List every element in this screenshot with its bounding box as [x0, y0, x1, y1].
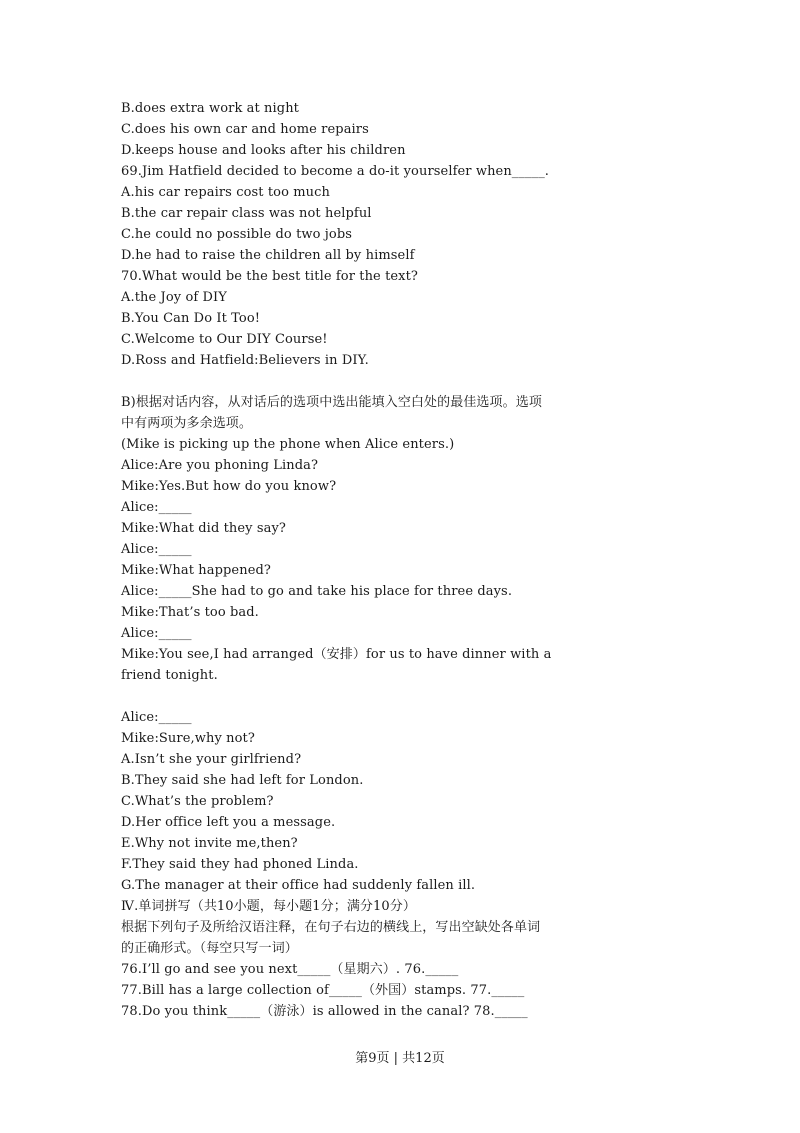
spacer [121, 686, 591, 707]
dialogue-line: friend tonight. [121, 668, 218, 683]
dialogue-line: Alice:_____ [121, 542, 192, 557]
dialogue-line: (Mike is picking up the phone when Alice enters.) [121, 437, 455, 452]
option-line: C.What’s the problem? [121, 794, 274, 809]
dialogue-line: Alice:_____ [121, 500, 192, 515]
document-body [121, 98, 591, 1022]
dialogue-line: Mike:What happened? [121, 563, 271, 578]
option-line: B.They said she had left for London. [121, 773, 364, 788]
option-line: A.Isn’t she your girlfriend? [121, 752, 302, 767]
section-iv-heading: Ⅳ.单词拼写（共10小题，每小题1分；满分10分） [121, 899, 416, 914]
dialogue-line: Alice:Are you phoning Linda? [121, 458, 319, 473]
question-69-stem: 69.Jim Hatfield decided to become a do-it yourselfer when_____. [121, 164, 550, 179]
dialogue-line: Mike:Sure,why not? [121, 731, 255, 746]
option-line: C.does his own car and home repairs [121, 122, 369, 137]
option-line: F.They said they had phoned Linda. [121, 857, 359, 872]
option-line: D.he had to raise the children all by himself [121, 248, 415, 263]
section-b-instruction: B)根据对话内容，从对话后的选项中选出能填入空白处的最佳选项。选项 [121, 395, 542, 410]
spelling-item: 77.Bill has a large collection of_____（外国）stamps. 77._____ [121, 983, 525, 998]
dialogue-line: Mike:What did they say? [121, 521, 286, 536]
question-70-stem: 70.What would be the best title for the text? [121, 269, 419, 284]
spelling-item: 78.Do you think_____（游泳）is allowed in the canal? 78._____ [121, 1004, 528, 1019]
section-iv-instruction: 根据下列句子及所给汉语注释，在句子右边的横线上，写出空缺处各单词 [121, 920, 541, 935]
option-line: A.his car repairs cost too much [121, 185, 330, 200]
dialogue-line: Mike:You see,I had arranged（安排）for us to have dinner with a [121, 647, 552, 662]
option-line: A.the Joy of DIY [121, 290, 227, 305]
option-line: E.Why not invite me,then? [121, 836, 298, 851]
option-line: B.You Can Do It Too! [121, 311, 261, 326]
option-line: G.The manager at their office had suddenly fallen ill. [121, 878, 476, 893]
option-line: B.the car repair class was not helpful [121, 206, 372, 221]
section-b-instruction: 中有两项为多余选项。 [121, 416, 253, 431]
option-line: C.Welcome to Our DIY Course! [121, 332, 328, 347]
option-line: D.Ross and Hatfield:Believers in DIY. [121, 353, 369, 368]
dialogue-line: Alice:_____She had to go and take his place for three days. [121, 584, 513, 599]
dialogue-line: Mike:That’s too bad. [121, 605, 259, 620]
dialogue-line: Alice:_____ [121, 710, 192, 725]
dialogue-line: Alice:_____ [121, 626, 192, 641]
option-line: C.he could no possible do two jobs [121, 227, 353, 242]
option-line: D.keeps house and looks after his children [121, 143, 406, 158]
spelling-item: 76.I’ll go and see you next_____（星期六）. 76._____ [121, 962, 459, 977]
section-iv-instruction: 的正确形式。（每空只写一词） [121, 941, 298, 956]
page-footer: 第9页 | 共12页 [355, 1051, 445, 1066]
option-line: B.does extra work at night [121, 101, 300, 116]
option-line: D.Her office left you a message. [121, 815, 336, 830]
spacer [121, 371, 591, 392]
dialogue-line: Mike:Yes.But how do you know? [121, 479, 337, 494]
